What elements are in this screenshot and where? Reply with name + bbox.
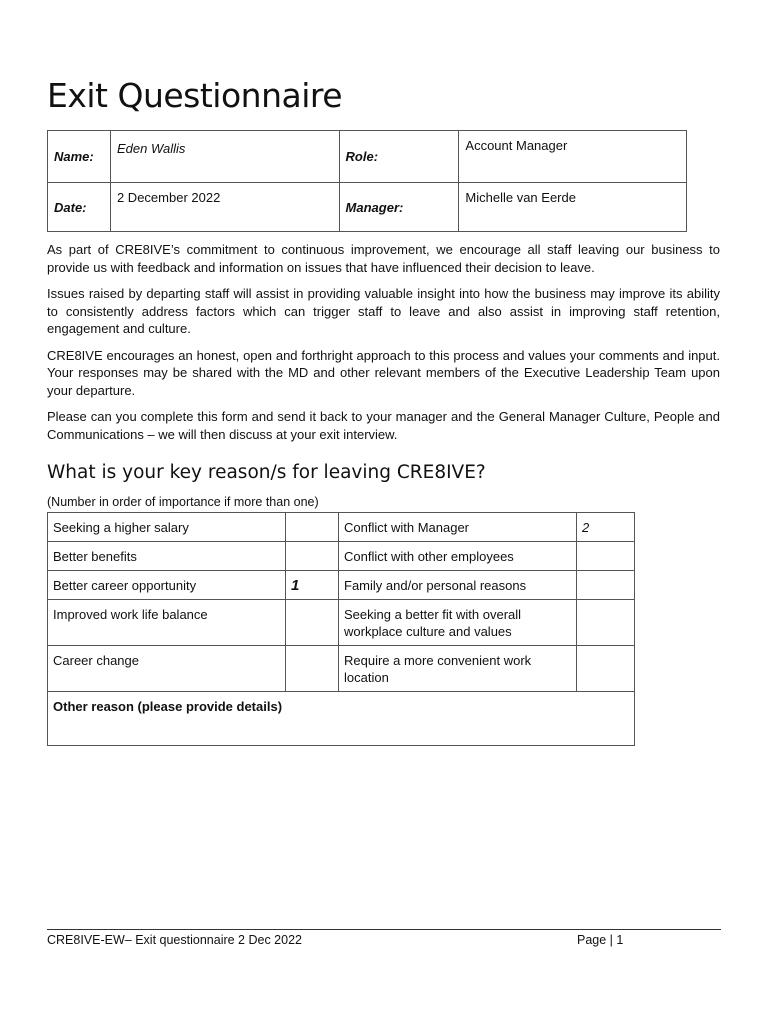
reason-label: Conflict with Manager [339,513,577,542]
reason-label: Seeking a better fit with overall workplace culture and values [339,600,577,646]
reason-label: Improved work life balance [48,600,286,646]
employee-info-table [47,130,687,232]
reason-rank-field[interactable]: 1 [286,571,339,600]
footer-page-number: Page | 1 [577,933,624,947]
intro-paragraph: CRE8IVE encourages an honest, open and forthright approach to this process and values your comments and input. Your responses may be shared with the MD and other relevant members of the Executive Leadership Team upon your departure. [47,347,720,398]
reason-rank-field[interactable] [286,513,339,542]
intro-paragraph: Please can you complete this form and send it back to your manager and the General Manager Culture, People and Communications – we will then discuss at your exit interview. [47,409,720,442]
other-reason-field[interactable]: Other reason (please provide details) [48,692,635,746]
reason-label: Seeking a higher salary [48,513,286,542]
reason-row [48,646,635,692]
name-label: Name: [48,131,111,183]
reason-row [48,542,635,571]
reason-row [48,571,635,600]
reasons-table [47,512,635,746]
page-footer [47,929,721,947]
reason-rank-field[interactable]: 2 [577,513,635,542]
role-label: Role: [339,131,459,183]
reason-rank-field[interactable] [577,646,635,692]
reasons-heading: What is your key reason/s for leaving CRE8IVE? [47,462,486,483]
info-row-name-role [48,131,687,183]
name-value[interactable]: Eden Wallis [110,131,339,183]
intro-paragraph: Issues raised by departing staff will assist in providing valuable insight into how the business may improve its ability to consistently address factors which can trigger staff to leave and also assist in improving staff retention, engagement and culture. [47,286,720,336]
other-reason-row [48,692,635,746]
reason-label: Conflict with other employees [339,542,577,571]
reasons-note: (Number in order of importance if more than one) [47,495,319,509]
reason-rank-field[interactable] [577,571,635,600]
reason-rank-field[interactable] [577,600,635,646]
info-row-date-manager [48,183,687,232]
reason-rank-field[interactable] [577,542,635,571]
reason-row [48,600,635,646]
reason-rank-field[interactable] [286,646,339,692]
reason-label: Family and/or personal reasons [339,571,577,600]
intro-paragraphs [47,241,720,452]
reason-rank-field[interactable] [286,600,339,646]
manager-label: Manager: [339,183,459,232]
manager-value[interactable]: Michelle van Eerde [459,183,687,232]
reason-label: Better career opportunity [48,571,286,600]
role-value[interactable]: Account Manager [459,131,687,183]
reason-row [48,513,635,542]
page-title: Exit Questionnaire [47,76,343,115]
reason-label: Career change [48,646,286,692]
reason-label: Better benefits [48,542,286,571]
intro-paragraph: As part of CRE8IVE’s commitment to continuous improvement, we encourage all staff leaving our business to provide us with feedback and information on issues that have influenced their decision to leave. [47,242,720,275]
date-value[interactable]: 2 December 2022 [110,183,339,232]
reason-label: Require a more convenient work location [339,646,577,692]
date-label: Date: [48,183,111,232]
footer-document-ref: CRE8IVE-EW– Exit questionnaire 2 Dec 2022 [47,933,302,947]
reason-rank-field[interactable] [286,542,339,571]
